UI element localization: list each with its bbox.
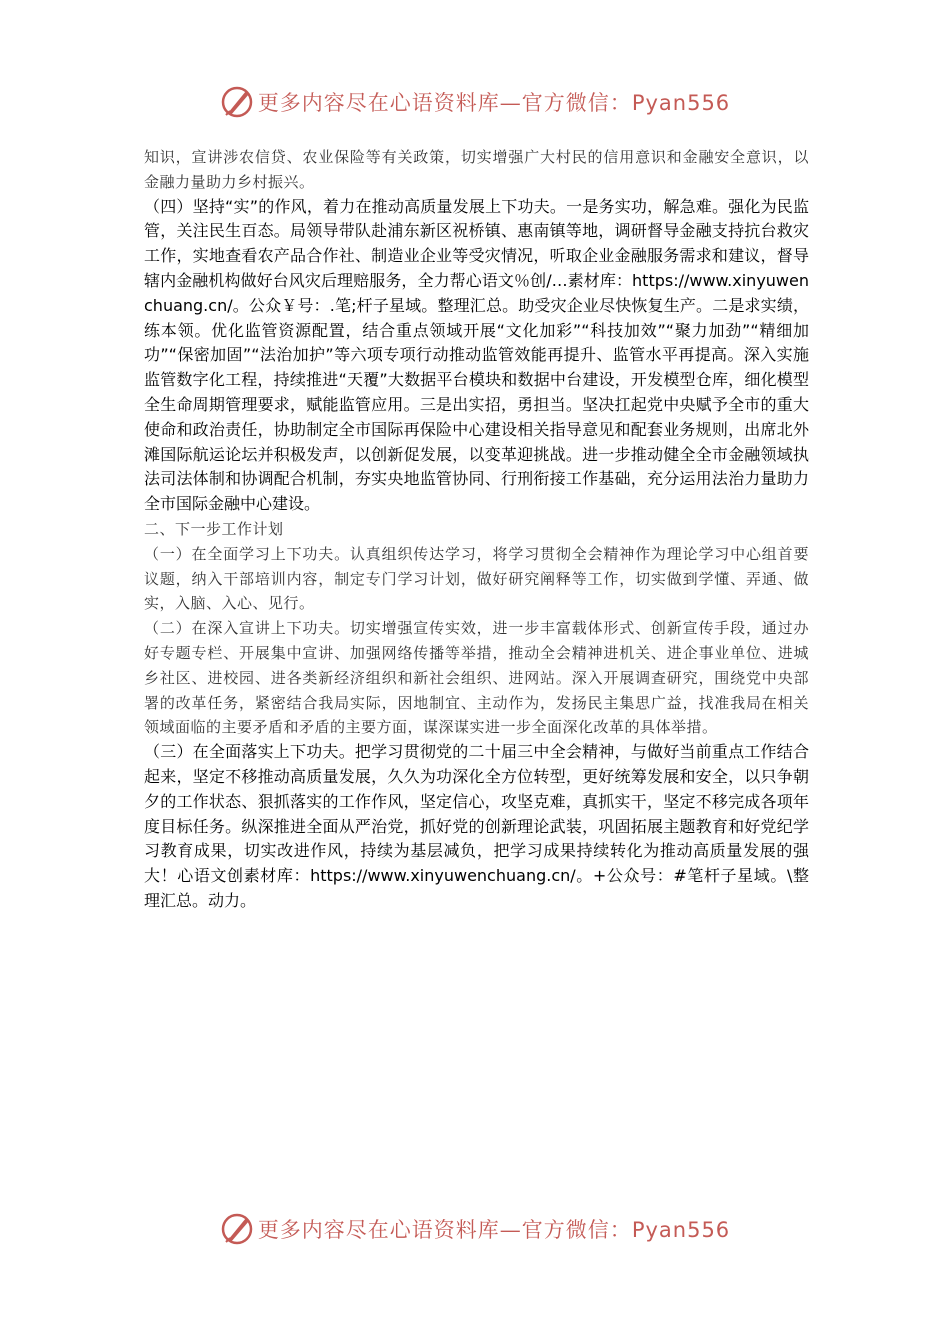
footer-banner	[0, 1207, 950, 1251]
paragraph-section-four: （四）坚持“实”的作风，着力在推动高质量发展上下功夫。一是务实功，解急难。强化为民监管，关注民生百态。局领导带队赴浦东新区祝桥镇、惠南镇等地，调研督导金融支持抗台救灾工作，实地查看农产品合作社、制造业企业等受灾情况，听取企业金融服务需求和建议，督导辖内金融机构做好台风灾后理赔服务，全力帮心语文％创/…素材库：https://www.xinyuwenchuang.cn/。公众￥号：.笔;杆子星域。整理汇总。助受灾企业尽快恢复生产。二是求实绩，练本领。优化监管资源配置，结合重点领域开展“文化加彩”“科技加效”“聚力加劲”“精细加功”“保密加固”“法治加护”等六项专项行动推动监管效能再提升、监管水平再提高。深入实施监管数字化工程，持续推进“天覆”大数据平台模块和数据中台建设，开发模型仓库，细化模型全生命周期管理要求，赋能监管应用。三是出实招，勇担当。坚决扛起党中央赋予全市的重大使命和政治责任，协助制定全市国际再保险中心建设相关指导意见和配套业务规则，出席北外滩国际航运论坛并积极发声，以创新促发展，以变革迎挑战。进一步推动健全全市金融领域执法司法体制和协调配合机制，夯实央地监管协同、行刑衔接工作基础，充分运用法治力量助力全市国际金融中心建设。	[144, 196, 809, 514]
paragraph-plan-one: （一）在全面学习上下功夫。认真组织传达学习，将学习贯彻全会精神作为理论学习中心组首要议题，纳入干部培训内容，制定专门学习计划，做好研究阐释等工作，切实做到学懂、弄通、做实，入脑、入心、见行。	[144, 544, 809, 613]
quill-logo-icon	[220, 85, 254, 119]
footer-banner-text: 更多内容尽在心语资料库—官方微信：Pyan556	[257, 1218, 731, 1242]
paragraph-plan-three: （三）在全面落实上下功夫。把学习贯彻党的二十届三中全会精神，与做好当前重点工作结合起来，坚定不移推动高质量发展，久久为功深化全方位转型，更好统筹发展和安全，以只争朝夕的工作状态、狠抓落实的工作作风，坚定信心，攻坚克难，真抓实干，坚定不移完成各项年度目标任务。纵深推进全面从严治党，抓好党的创新理论武装，巩固拓展主题教育和好党纪学习教育成果，切实改进作风，持续为基层减负，把学习成果持续转化为推动高质量发展的强大！心语文创素材库：https://www.xinyuwenchuang.cn/。+公众号：#笔杆子星域。\整理汇总。动力。	[144, 742, 809, 910]
section-heading-next-plan: 二、下一步工作计划	[144, 519, 284, 538]
paragraph-intro-tail: 知识，宣讲涉农信贷、农业保险等有关政策，切实增强广大村民的信用意识和金融安全意识，以金融力量助力乡村振兴。	[144, 148, 809, 191]
document-body	[144, 145, 809, 914]
quill-logo-icon	[220, 1212, 254, 1246]
header-banner-text: 更多内容尽在心语资料库—官方微信：Pyan556	[257, 91, 731, 115]
paragraph-plan-two: （二）在深入宣讲上下功夫。切实增强宣传实效，进一步丰富载体形式、创新宣传手段，通过办好专题专栏、开展集中宣讲、加强网络传播等举措，推动全会精神进机关、进企事业单位、进城乡社区、进校园、进各类新经济组织和新社会组织、进网站。深入开展调查研究，围绕党中央部署的改革任务，紧密结合我局实际，因地制宜、主动作为，发扬民主集思广益，找准我局在相关领域面临的主要矛盾和矛盾的主要方面，谋深谋实进一步全面深化改革的具体举措。	[144, 619, 809, 737]
header-banner	[0, 80, 950, 124]
